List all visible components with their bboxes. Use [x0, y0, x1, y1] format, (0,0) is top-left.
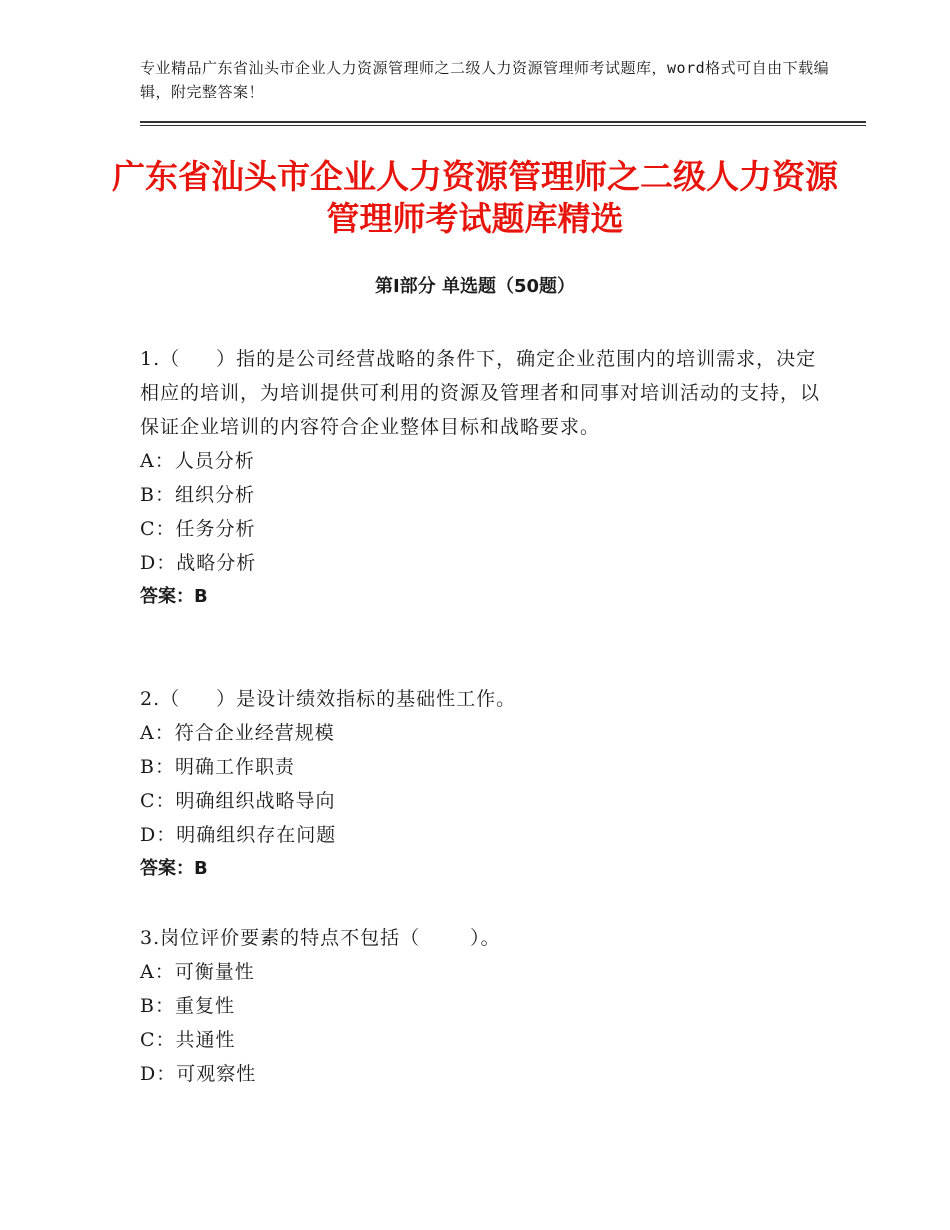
- option-c: C：共通性: [140, 1029, 236, 1051]
- option-a: A：人员分析: [140, 450, 255, 472]
- option-d: D：明确组织存在问题: [140, 824, 337, 846]
- question-3: [140, 921, 820, 1091]
- header-rule-thick: [140, 121, 866, 123]
- option-d: D：可观察性: [140, 1063, 257, 1085]
- option-b: B：明确工作职责: [140, 756, 295, 778]
- document-header-note: 专业精品广东省汕头市企业人力资源管理师之二级人力资源管理师考试题库，word格式可自由下载编辑，附完整答案！: [140, 59, 830, 101]
- option-a: A：符合企业经营规模: [140, 722, 335, 744]
- question-stem: 3.岗位评价要素的特点不包括（ ）。: [140, 927, 501, 949]
- option-b: B：组织分析: [140, 484, 255, 506]
- option-c: C：任务分析: [140, 518, 256, 540]
- option-c: C：明确组织战略导向: [140, 790, 336, 812]
- answer-label: 答案：B: [140, 858, 208, 879]
- option-b: B：重复性: [140, 995, 235, 1017]
- question-1: [140, 342, 820, 614]
- header-rule-thin: [140, 125, 866, 126]
- option-a: A：可衡量性: [140, 961, 255, 983]
- answer-label: 答案：B: [140, 586, 208, 607]
- option-d: D：战略分析: [140, 552, 257, 574]
- document-title: 广东省汕头市企业人力资源管理师之二级人力资源管理师考试题库精选: [112, 157, 838, 238]
- question-stem: 1.（ ）指的是公司经营战略的条件下，确定企业范围内的培训需求，决定相应的培训，为培训提供可利用的资源及管理者和同事对培训活动的支持，以保证企业培训的内容符合企业整体目标和战略要求。: [140, 348, 821, 438]
- question-2: [140, 682, 820, 886]
- section-heading: 第Ⅰ部分 单选题（50题）: [374, 276, 575, 297]
- question-stem: 2.（ ）是设计绩效指标的基础性工作。: [140, 688, 517, 710]
